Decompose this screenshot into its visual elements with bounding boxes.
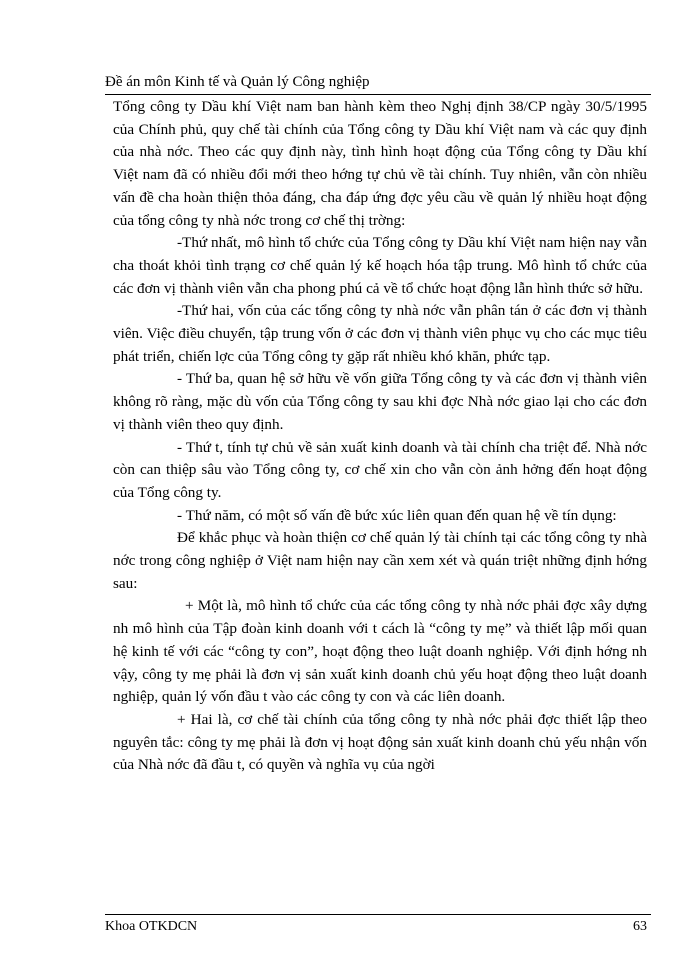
page-number: 63 — [633, 919, 647, 934]
document-page — [105, 74, 651, 936]
paragraph: Tổng công ty Dầu khí Việt nam ban hành kèm theo Nghị định 38/CP ngày 30/5/1995 của Chính phủ, quy chế tài chính của Tổng công ty Dầu khí Việt nam và các quy định của nhà nớc. Theo các quy định này, tình hình hoạt động của Tổng công ty Dầu khí Việt nam đã có nhiều đổi mới theo hớng tự chủ về tài chính. Tuy nhiên, vẫn còn nhiều vấn đề cha hoàn thiện thỏa đáng, cha đáp ứng đợc yêu cầu về quản lý nhiều hoạt động của tổng công ty nhà nớc trong cơ chế thị trờng: — [113, 98, 647, 229]
paragraph: - Thứ t, tính tự chủ về sản xuất kinh doanh và tài chính cha triệt để. Nhà nớc còn can thiệp sâu vào Tổng công ty, cơ chế xin cho vẫn còn ảnh hởng đến hoạt động của Tổng công ty. — [113, 438, 647, 501]
footer-faculty: Khoa OTKDCN — [105, 919, 198, 934]
paragraph: - Thứ ba, quan hệ sở hữu về vốn giữa Tổng công ty và các đơn vị thành viên không rõ ràng, mặc dù vốn của Tổng công ty sau khi đợc Nhà nớc giao lại cho các đơn vị thành viên theo quy định. — [113, 370, 647, 433]
paragraph: -Thứ nhất, mô hình tổ chức của Tổng công ty Dầu khí Việt nam hiện nay vẫn cha thoát khỏi tình trạng cơ chế quản lý kế hoạch hóa tập trung. Mô hình tổ chức của các đơn vị thành viên vẫn cha phong phú cả về tổ chức hoạt động lẫn hình thức sở hữu. — [113, 234, 647, 297]
paragraph: Để khắc phục và hoàn thiện cơ chế quản lý tài chính tại các tổng công ty nhà nớc trong công nghiệp ở Việt nam hiện nay cần xem xét và quán triệt những định hớng sau: — [113, 529, 647, 592]
paragraph: + Một là, mô hình tổ chức của các tổng công ty nhà nớc phải đợc xây dựng nh mô hình của Tập đoàn kinh doanh với t cách là “công ty mẹ” và thiết lập mối quan hệ kinh tế với các “công ty con”, hoạt động theo luật doanh nghiệp. Với định hớng nh vậy, công ty mẹ phải là đơn vị sản xuất kinh doanh chủ yếu hoạt động theo luật doanh nghiệp, quản lý vốn đầu t vào các công ty con và các liên doanh. — [113, 597, 647, 706]
paragraph: + Hai là, cơ chế tài chính của tổng công ty nhà nớc phải đợc thiết lập theo nguyên tắc: công ty mẹ phải là đơn vị hoạt động sản xuất kinh doanh chủ yếu nhận vốn của Nhà nớc đã đầu t, có quyền và nghĩa vụ của ngời — [113, 710, 647, 774]
page-footer — [105, 914, 651, 935]
paragraph: - Thứ năm, có một số vấn đề bức xúc liên quan đến quan hệ về tín dụng: — [177, 506, 617, 524]
body-text — [113, 96, 647, 777]
header-title: Đề án môn Kinh tế và Quản lý Công nghiệp — [105, 74, 370, 90]
paragraph: -Thứ hai, vốn của các tổng công ty nhà nớc vẫn phân tán ở các đơn vị thành viên. Việc điều chuyển, tập trung vốn ở các đơn vị thành viên phục vụ cho các mục tiêu phát triển, chiến lợc của Tổng công ty gặp rất nhiều khó khăn, phức tạp. — [113, 302, 647, 365]
page-header — [105, 74, 651, 95]
